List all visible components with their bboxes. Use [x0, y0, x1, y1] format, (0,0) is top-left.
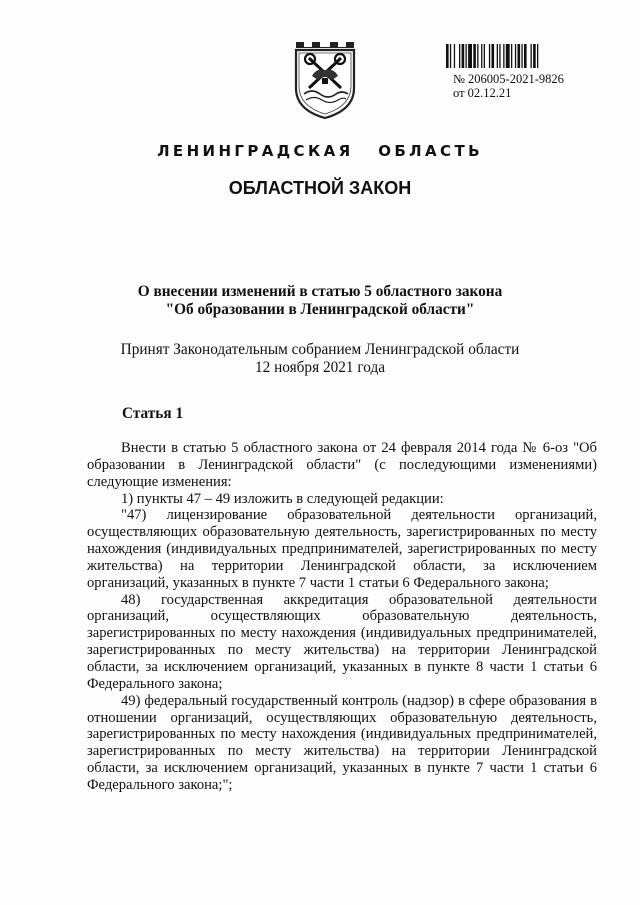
article-body [87, 440, 597, 794]
paragraph: 48) государственная аккредитация образовательной деятельности организаций, осуществляющих образовательную деятельность, зарегистрированных по месту нахождения (индивидуальных предпринимателей, зарегистрированных по месту жительства) на территории Ленинградской области, за исключением организаций, указанных в пункте 8 части 1 статьи 6 Федерального закона; [87, 591, 597, 692]
registration-date: от 02.12.21 [453, 86, 512, 100]
law-title-line-1: О внесении изменений в статью 5 областного закона [137, 283, 503, 300]
registration-number: № 206005-2021-9826 [453, 72, 564, 86]
paragraph: Внести в статью 5 областного закона от 24 февраля 2014 года № 6-оз "Об образовании в Ленинградской области" (с последующими изменениями) следующие изменения: [87, 440, 597, 490]
adoption-date: 12 ноября 2021 года [254, 359, 386, 376]
article-heading: Статья 1 [122, 405, 184, 422]
law-type-heading: ОБЛАСТНОЙ ЗАКОН [228, 178, 412, 198]
region-heading: ЛЕНИНГРАДСКАЯ ОБЛАСТЬ [157, 142, 483, 160]
adoption-note [0, 341, 640, 377]
paragraph: 49) федеральный государственный контроль (надзор) в сфере образования в отношении организаций, осуществляющих образовательную деятельность, зарегистрированных по месту нахождения (индивидуальных предпринимателей, зарегистрированных по месту жительства) на территории Ленинградской области, за исключением организаций, указанных в пункте 7 части 1 статьи 6 Федерального закона;"; [87, 692, 597, 793]
paragraph: "47) лицензирование образовательной деятельности организаций, осуществляющих образовательную деятельность, зарегистрированных по месту нахождения (индивидуальных предпринимателей, зарегистрированных по месту жительства) на территории Ленинградской области, за исключением организаций, указанных в пункте 7 части 1 статьи 6 Федерального закона; [87, 507, 597, 591]
barcode-icon [446, 44, 578, 68]
registration-info [453, 72, 564, 100]
adoption-line-1: Принят Законодательным собранием Ленинградской области [120, 341, 520, 358]
coat-of-arms-icon [292, 38, 358, 120]
paragraph: 1) пункты 47 – 49 изложить в следующей редакции: [121, 490, 444, 507]
law-title-line-2: "Об образовании в Ленинградской области" [165, 301, 475, 318]
law-title [0, 283, 640, 319]
